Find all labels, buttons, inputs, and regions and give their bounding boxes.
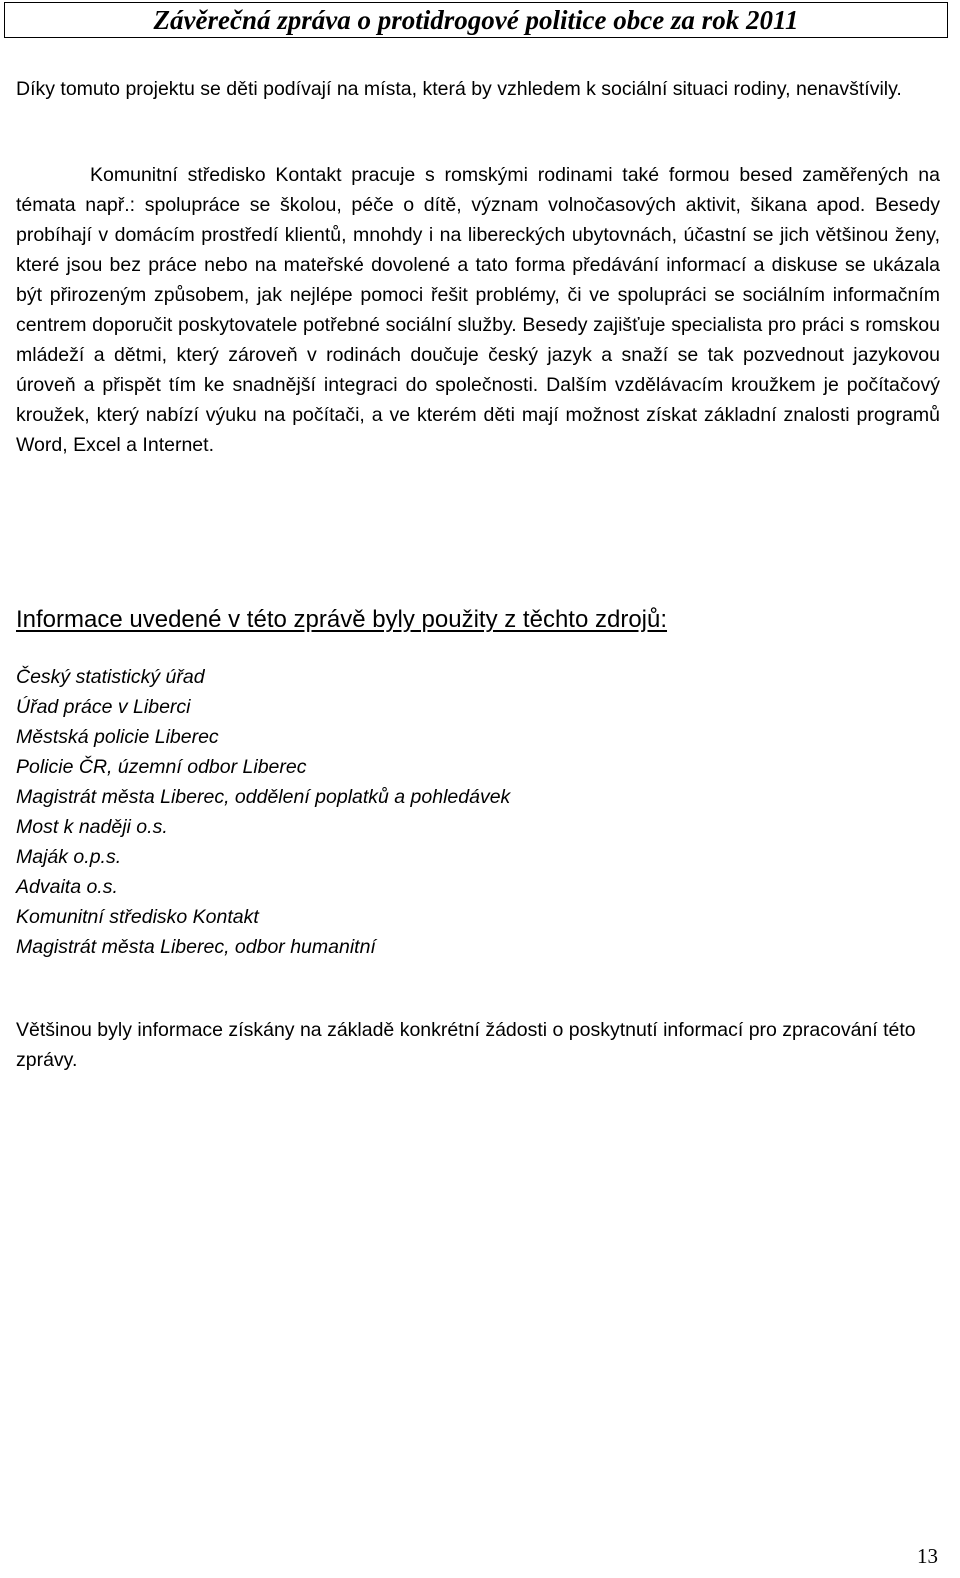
source-item: Advaita o.s.: [16, 876, 118, 898]
source-item: Policie ČR, územní odbor Liberec: [16, 756, 307, 778]
page-header: [4, 2, 948, 38]
sources-list: [16, 662, 510, 962]
paragraph-community-center: [16, 160, 940, 460]
paragraph-community-center-text: Komunitní středisko Kontakt pracuje s romskými rodinami také formou besed zaměřených na témata např.: spolupráce se školou, péče o dítě, význam volnočasových aktivit, šikana apod. Besedy probíhají v domácím prostředí klientů, mnohdy i na libereckých ubytovnách, účastní se jich většinou ženy, které jsou bez práce nebo na mateřské dovolené a tato forma předávání informací a diskuse se ukázala být přirozeným způsobem, jak nejlépe pomoci řešit problémy, či ve spolupráci se sociálním informačním centrem doporučit poskytovatele potřebné sociální služby. Besedy zajišťuje specialista pro práci s romskou mládeží a dětmi, který zároveň v rodinách doučuje český jazyk a snaží se tak pozvednout jazykovou úroveň a přispět tím ke snadnější integraci do společnosti. Dalším vzdělávacím kroužkem je počítačový kroužek, který nabízí výuku na počítači, a ve kterém děti mají možnost získat základní znalosti programů Word, Excel a Internet.: [16, 164, 940, 456]
source-item: Komunitní středisko Kontakt: [16, 906, 259, 928]
source-item: Městská policie Liberec: [16, 726, 219, 748]
source-item: Magistrát města Liberec, oddělení poplatků a pohledávek: [16, 786, 511, 808]
source-item: Maják o.p.s.: [16, 846, 122, 868]
source-item: Český statistický úřad: [16, 666, 205, 688]
paragraph-information-origin: Většinou byly informace získány na základě konkrétní žádosti o poskytnutí informací pro zpracování této zprávy.: [16, 1019, 916, 1071]
sources-heading: Informace uvedené v této zprávě byly použity z těchto zdrojů:: [16, 606, 668, 633]
paragraph-project-trips: Díky tomuto projektu se děti podívají na místa, která by vzhledem k sociální situaci rodiny, nenavštívily.: [16, 78, 902, 100]
source-item: Magistrát města Liberec, odbor humanitní: [16, 936, 376, 958]
page-number: 13: [917, 1544, 938, 1568]
source-item: Most k naději o.s.: [16, 816, 168, 838]
source-item: Úřad práce v Liberci: [16, 696, 191, 718]
document-title: Závěrečná zpráva o protidrogové politice obce za rok 2011: [153, 4, 799, 35]
